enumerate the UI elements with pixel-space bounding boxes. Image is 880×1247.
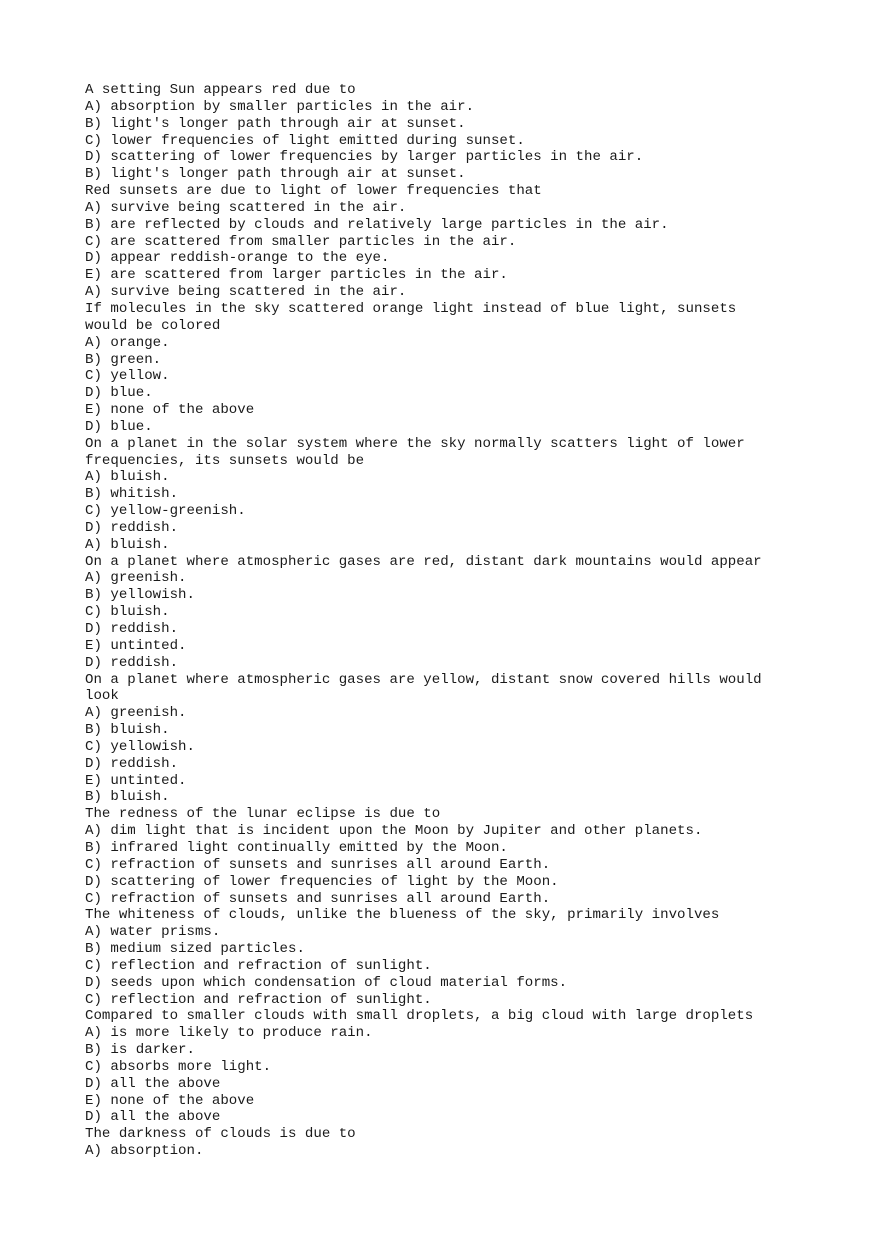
text-line: D) all the above bbox=[85, 1075, 221, 1092]
text-line: A) survive being scattered in the air. bbox=[85, 199, 407, 216]
text-line: D) reddish. bbox=[85, 755, 179, 772]
text-line: A) survive being scattered in the air. bbox=[85, 284, 407, 301]
text-line: A) water prisms. bbox=[85, 924, 221, 941]
text-line: A) bluish. bbox=[85, 536, 170, 553]
text-line: D) reddish. bbox=[85, 519, 179, 536]
text-line: A) absorption. bbox=[85, 1143, 204, 1160]
text-line: B) bluish. bbox=[85, 722, 170, 739]
text-line: E) none of the above bbox=[85, 1092, 255, 1109]
text-line: A) orange. bbox=[85, 334, 170, 351]
text-line: B) yellowish. bbox=[85, 587, 195, 604]
text-line: A) greenish. bbox=[85, 705, 187, 722]
text-line: D) blue. bbox=[85, 385, 153, 402]
text-line: B) are reflected by clouds and relatively large particles in the air. bbox=[85, 216, 669, 233]
text-line: B) is darker. bbox=[85, 1042, 195, 1059]
text-line: C) yellow-greenish. bbox=[85, 503, 246, 520]
text-line: B) green. bbox=[85, 351, 162, 368]
text-line: D) appear reddish-orange to the eye. bbox=[85, 250, 390, 267]
text-line: C) lower frequencies of light emitted during sunset. bbox=[85, 132, 525, 149]
text-line: E) are scattered from larger particles in the air. bbox=[85, 267, 508, 284]
text-line: B) light's longer path through air at sunset. bbox=[85, 115, 466, 132]
text-line: On a planet in the solar system where the sky normally scatters light of lower bbox=[85, 435, 745, 452]
text-line: E) untinted. bbox=[85, 772, 187, 789]
text-line: C) reflection and refraction of sunlight. bbox=[85, 957, 432, 974]
text-line: C) reflection and refraction of sunlight. bbox=[85, 991, 432, 1008]
text-line: B) light's longer path through air at sunset. bbox=[85, 166, 466, 183]
text-line: A) greenish. bbox=[85, 570, 187, 587]
text-line: The whiteness of clouds, unlike the blueness of the sky, primarily involves bbox=[85, 907, 720, 924]
text-line: If molecules in the sky scattered orange light instead of blue light, sunsets bbox=[85, 300, 737, 317]
text-line: C) absorbs more light. bbox=[85, 1058, 272, 1075]
text-line: B) infrared light continually emitted by the Moon. bbox=[85, 839, 508, 856]
text-line: On a planet where atmospheric gases are red, distant dark mountains would appear bbox=[85, 553, 762, 570]
text-line: E) none of the above bbox=[85, 402, 255, 419]
document-page bbox=[85, 82, 815, 1160]
text-line: E) untinted. bbox=[85, 637, 187, 654]
text-line: A) dim light that is incident upon the Moon by Jupiter and other planets. bbox=[85, 823, 703, 840]
text-line: D) scattering of lower frequencies by larger particles in the air. bbox=[85, 149, 644, 166]
text-line: would be colored bbox=[85, 317, 221, 334]
text-line: The darkness of clouds is due to bbox=[85, 1126, 356, 1143]
text-line: A) bluish. bbox=[85, 469, 170, 486]
text-line: A) is more likely to produce rain. bbox=[85, 1025, 373, 1042]
text-line: D) reddish. bbox=[85, 621, 179, 637]
text-line: B) medium sized particles. bbox=[85, 941, 305, 958]
text-line: look bbox=[85, 688, 119, 705]
text-line: C) refraction of sunsets and sunrises all around Earth. bbox=[85, 856, 551, 873]
text-line: C) are scattered from smaller particles in the air. bbox=[85, 233, 517, 250]
text-line: D) blue. bbox=[85, 418, 153, 435]
text-line: B) whitish. bbox=[85, 486, 179, 503]
text-line: D) all the above bbox=[85, 1109, 221, 1126]
text-line: A setting Sun appears red due to bbox=[85, 82, 356, 98]
text-line: D) scattering of lower frequencies of light by the Moon. bbox=[85, 873, 559, 890]
text-line: C) refraction of sunsets and sunrises all around Earth. bbox=[85, 890, 551, 907]
text-line: On a planet where atmospheric gases are yellow, distant snow covered hills would bbox=[85, 671, 762, 688]
text-line: C) yellow. bbox=[85, 368, 170, 385]
text-line: A) absorption by smaller particles in the air. bbox=[85, 98, 475, 115]
text-line: B) bluish. bbox=[85, 789, 170, 806]
text-line: Compared to smaller clouds with small droplets, a big cloud with large droplets bbox=[85, 1008, 754, 1025]
text-line: The redness of the lunar eclipse is due to bbox=[85, 806, 441, 823]
text-line: Red sunsets are due to light of lower frequencies that bbox=[85, 183, 542, 200]
text-line: C) bluish. bbox=[85, 604, 170, 621]
text-line: C) yellowish. bbox=[85, 738, 195, 755]
text-line: D) seeds upon which condensation of cloud material forms. bbox=[85, 974, 568, 991]
text-line: D) reddish. bbox=[85, 654, 179, 671]
text-line: frequencies, its sunsets would be bbox=[85, 452, 365, 469]
